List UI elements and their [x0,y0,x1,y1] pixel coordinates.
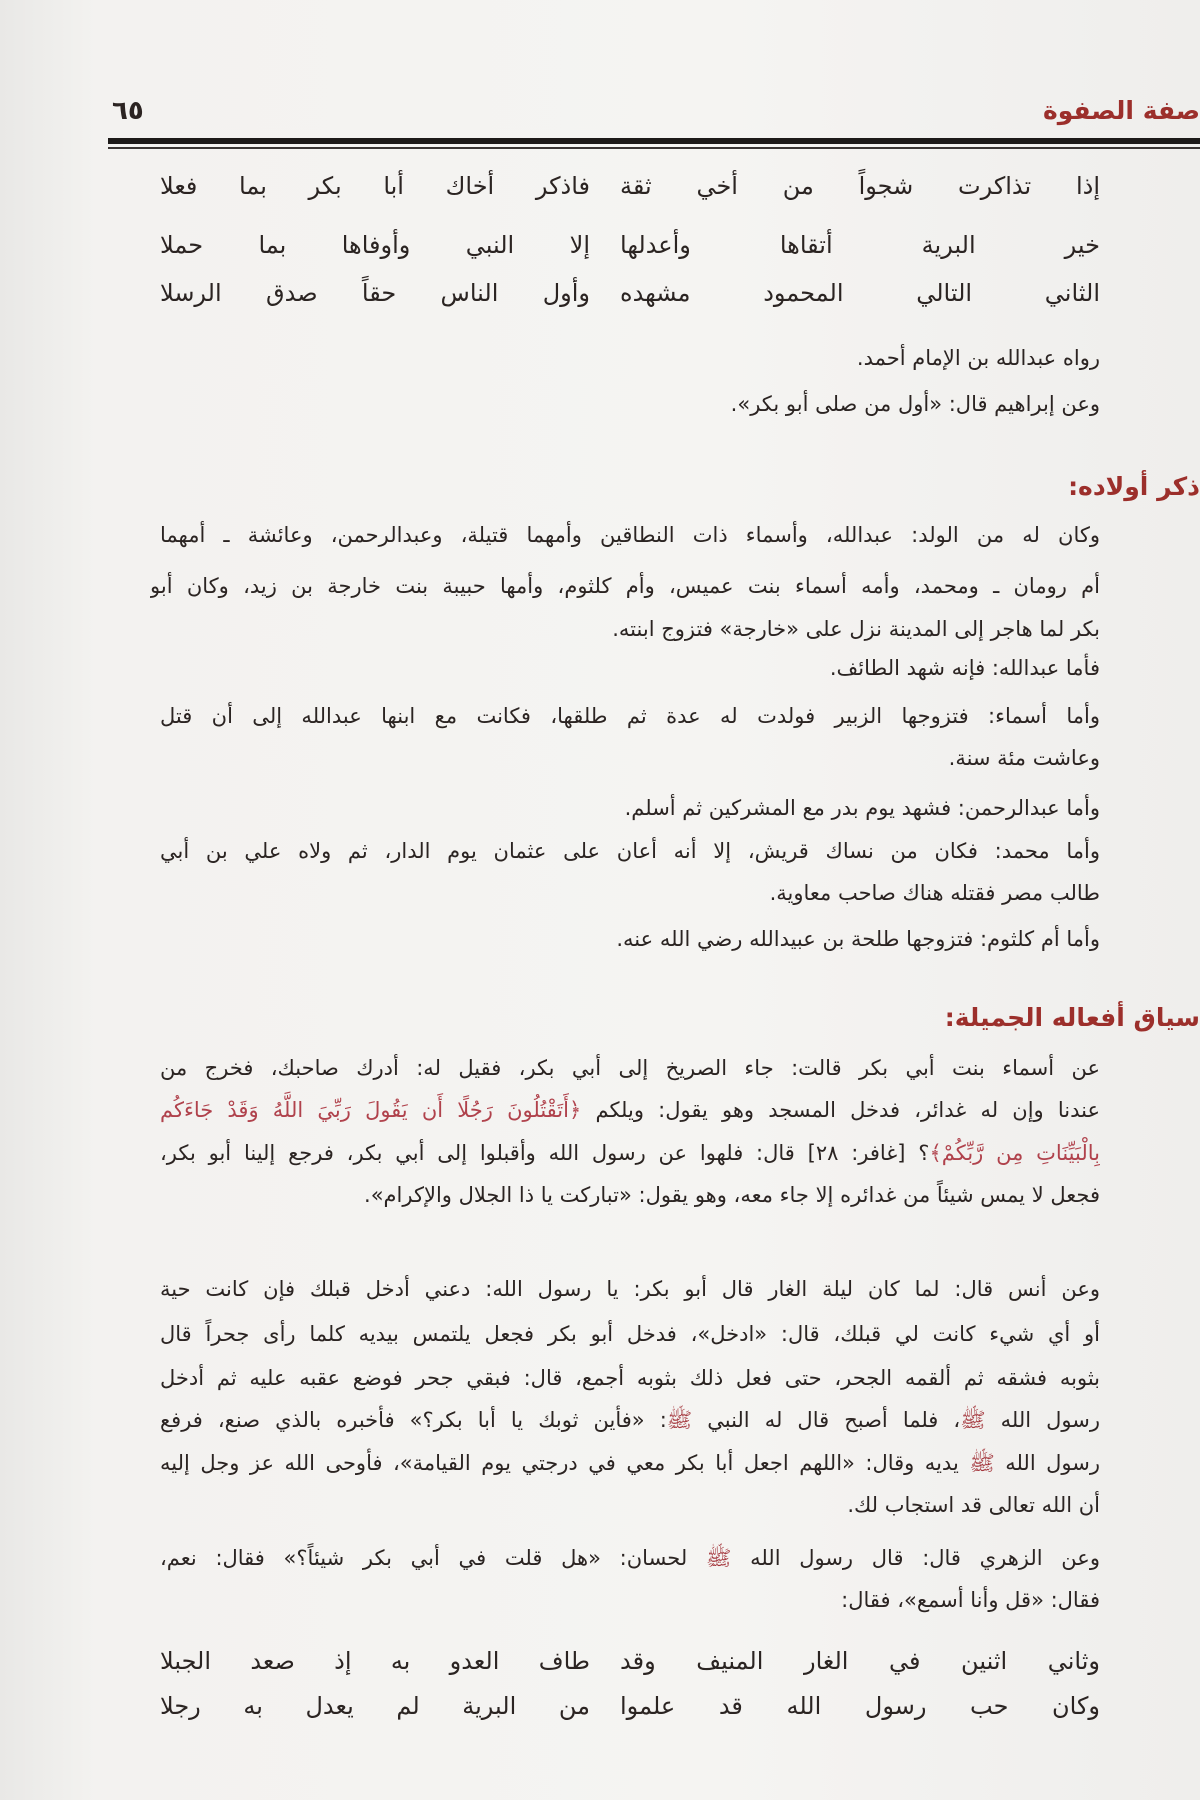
text-line: وأما عبدالرحمن: فشهد يوم بدر مع المشركين ثم أسلم. [624,796,1100,820]
salawat-symbol: ﷺ [969,1451,995,1475]
text-line: بثوبه فشقه ثم ألقمه الجحر، حتى فعل ذلك بثوبه أجمع، قال: فبقي جحر فوضع عقبه عليه ثم أدخل [160,1366,1100,1390]
text-line: وكان له من الولد: عبدالله، وأسماء ذات النطاقين وأمهما قتيلة، وعبدالرحمن، وعائشة ـ أمهما [160,523,1100,547]
text-segment: رسول الله [1000,1408,1100,1432]
text-line: وعن إبراهيم قال: «أول من صلى أبو بكر». [730,392,1100,416]
header-rule-thick [108,138,1200,144]
text-line: أم رومان ـ ومحمد، وأمه أسماء بنت عميس، وأم كلثوم، وأمها حبيبة بنت خارجة بن زيد، وكان أبو [150,574,1100,598]
text-line: وعن أنس قال: لما كان ليلة الغار قال أبو بكر: يا رسول الله: دعني أدخل قبلك فإن كانت حية [160,1277,1100,1301]
text-line: فأما عبدالله: فإنه شهد الطائف. [829,656,1100,680]
text-segment: عندنا وإن له غدائر، فدخل المسجد وهو يقول: ويلكم [595,1098,1100,1122]
text-segment: ؟ [غافر: ٢٨] قال: فلهوا عن رسول الله وأقبلوا إلى أبي بكر، فرجع إلينا أبو بكر، [160,1141,930,1165]
text-segment: : «فأين ثوبك يا أبا بكر؟» فأخبره بالذي صنع، فرفع [160,1408,667,1432]
header-rule-thin [108,147,1200,149]
verse-3-left: وأول الناس حقاً صدق الرسلا [160,279,590,307]
section-heading-children: ذكر أولاده: [1068,472,1200,501]
verse-1-right: إذا تذاكرت شجواً من أخي ثقة [620,172,1100,200]
text-line: طالب مصر فقتله هناك صاحب معاوية. [769,881,1100,905]
text-line: بكر لما هاجر إلى المدينة نزل على «خارجة» فتزوج ابنته. [612,617,1100,641]
text-line: وأما محمد: فكان من نساك قريش، إلا أنه أعان على عثمان يوم الدار، ثم ولاه علي بن أبي [160,839,1100,863]
quran-verse: ﴿أَتَقْتُلُونَ رَجُلًا أَن يَقُولَ رَبِّيَ اللَّهُ وَقَدْ جَاءَكُم [160,1098,582,1122]
text-segment: رسول الله [1005,1451,1100,1475]
text-line: وعاشت مئة سنة. [948,746,1100,770]
text-line: فجعل لا يمس شيئاً من غدائره إلا جاء معه، وهو يقول: «تباركت يا ذا الجلال والإكرام». [364,1183,1100,1207]
verse-2-left: إلا النبي وأوفاها بما حملا [160,231,590,259]
verse-5-left: من البرية لم يعدل به رجلا [160,1692,590,1720]
text-line: أن الله تعالى قد استجاب لك. [847,1493,1100,1517]
text-line [160,1536,1100,1580]
text-line [160,1088,1100,1132]
text-line: وأما أسماء: فتزوجها الزبير فولدت له عدة ثم طلقها، فكانت مع ابنها عبدالله إلى أن قتل [160,704,1100,728]
verse-3-right: الثاني التالي المحمود مشهده [620,279,1100,307]
text-segment: وعن الزهري قال: قال رسول الله [750,1546,1100,1570]
text-line [160,1398,1100,1442]
text-line: أو أي شيء كانت لي قبلك، قال: «ادخل»، فدخل أبو بكر فجعل يلتمس بيديه كلما رأى جحراً قال [160,1322,1100,1346]
verse-2-right: خير البرية أتقاها وأعدلها [620,231,1100,259]
text-line [160,1441,1100,1485]
verse-1-left: فاذكر أخاك أبا بكر بما فعلا [160,172,590,200]
page-number: ٦٥ [112,96,144,126]
text-line [160,1131,1100,1175]
text-segment: ، فلما أصبح قال له النبي [707,1408,961,1432]
verse-5-right: وكان حب رسول الله قد علموا [620,1692,1100,1720]
salawat-symbol: ﷺ [705,1546,732,1570]
section-heading-deeds: سياق أفعاله الجميلة: [944,1003,1200,1032]
verse-4-left: طاف العدو به إذ صعد الجبلا [160,1647,590,1675]
text-line: فقال: «قل وأنا أسمع»، فقال: [841,1588,1100,1612]
text-line: وأما أم كلثوم: فتزوجها طلحة بن عبيدالله رضي الله عنه. [616,927,1100,951]
text-line: رواه عبدالله بن الإمام أحمد. [856,346,1100,370]
salawat-symbol: ﷺ [960,1408,986,1432]
text-line: عن أسماء بنت أبي بكر قالت: جاء الصريخ إلى أبي بكر، فقيل له: أدرك صاحبك، فخرج من [160,1056,1100,1080]
running-title: صفة الصفوة [1042,96,1200,125]
verse-4-right: وثاني اثنين في الغار المنيف وقد [620,1647,1100,1675]
quran-verse: بِالْبَيِّنَاتِ مِن رَّبِّكُمْ﴾ [929,1141,1100,1165]
text-segment: يديه وقال: «اللهم اجعل أبا بكر معي في درجتي يوم القيامة»، فأوحى الله عز وجل إليه [160,1451,959,1475]
text-segment: لحسان: «هل قلت في أبي بكر شيئاً؟» فقال: نعم، [160,1546,688,1570]
salawat-symbol: ﷺ [666,1408,693,1432]
